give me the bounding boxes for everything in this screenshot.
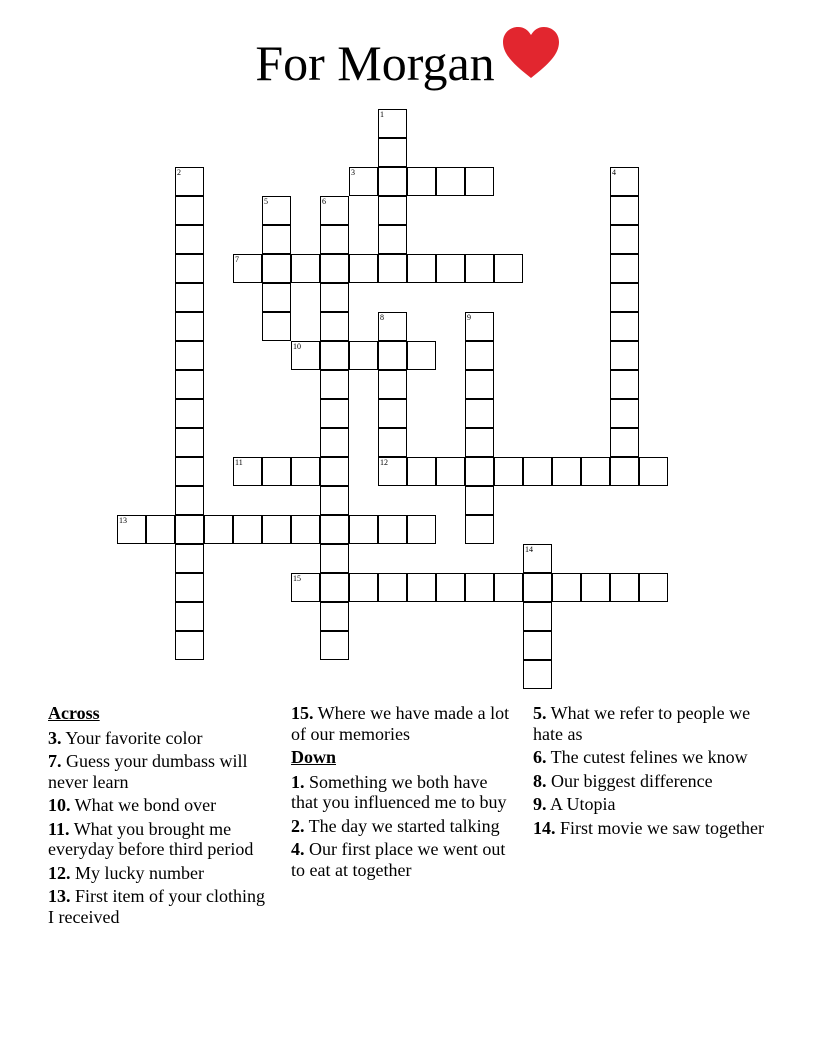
clue-number: 3 bbox=[351, 168, 355, 177]
crossword-cell[interactable] bbox=[262, 196, 291, 225]
crossword-cell[interactable] bbox=[610, 573, 639, 602]
crossword-cell[interactable] bbox=[378, 225, 407, 254]
crossword-cell[interactable] bbox=[639, 457, 668, 486]
clue-down-14: 14. First movie we saw together bbox=[533, 817, 764, 838]
crossword-cell[interactable] bbox=[378, 196, 407, 225]
clue-down-6: 6. The cutest felines we know bbox=[533, 747, 748, 767]
crossword-cell[interactable] bbox=[320, 196, 349, 225]
crossword-cell[interactable] bbox=[175, 457, 204, 486]
crossword-cell[interactable] bbox=[291, 573, 320, 602]
crossword-cell[interactable] bbox=[465, 515, 494, 544]
crossword-cell[interactable] bbox=[465, 370, 494, 399]
crossword-cell[interactable] bbox=[349, 254, 378, 283]
crossword-cell[interactable] bbox=[610, 283, 639, 312]
crossword-cell[interactable] bbox=[610, 370, 639, 399]
crossword-cell[interactable] bbox=[378, 370, 407, 399]
crossword-cell[interactable] bbox=[378, 312, 407, 341]
crossword-cell[interactable] bbox=[581, 573, 610, 602]
crossword-cell[interactable] bbox=[465, 254, 494, 283]
crossword-cell[interactable] bbox=[465, 486, 494, 515]
down-heading: Down bbox=[291, 747, 337, 767]
crossword-cell[interactable] bbox=[465, 167, 494, 196]
title-text: For Morgan bbox=[255, 35, 495, 91]
crossword-cell[interactable] bbox=[291, 341, 320, 370]
clue-number: 5 bbox=[264, 197, 268, 206]
crossword-cell[interactable] bbox=[494, 573, 523, 602]
crossword-cell[interactable] bbox=[262, 515, 291, 544]
crossword-cell[interactable] bbox=[175, 167, 204, 196]
crossword-cell[interactable] bbox=[320, 312, 349, 341]
clue-number: 8 bbox=[380, 313, 384, 322]
crossword-cell[interactable] bbox=[407, 515, 436, 544]
crossword-cell[interactable] bbox=[523, 602, 552, 631]
crossword-cell[interactable] bbox=[465, 399, 494, 428]
crossword-cell[interactable] bbox=[610, 341, 639, 370]
crossword-cell[interactable] bbox=[117, 515, 146, 544]
clue-across-7: 7. Guess your dumbass will never learn bbox=[48, 751, 248, 792]
clue-column-1 bbox=[48, 703, 273, 930]
crossword-cell[interactable] bbox=[291, 254, 320, 283]
clue-across-3: 3. Your favorite color bbox=[48, 727, 203, 748]
crossword-cell[interactable] bbox=[320, 602, 349, 631]
crossword-cell[interactable] bbox=[233, 515, 262, 544]
crossword-cell[interactable] bbox=[175, 486, 204, 515]
crossword-cell[interactable] bbox=[610, 399, 639, 428]
crossword-cell[interactable] bbox=[320, 486, 349, 515]
crossword-cell[interactable] bbox=[639, 573, 668, 602]
crossword-cell[interactable] bbox=[610, 428, 639, 457]
clue-number: 6 bbox=[322, 197, 326, 206]
crossword-cell[interactable] bbox=[320, 457, 349, 486]
crossword-cell[interactable] bbox=[465, 457, 494, 486]
clue-number: 15 bbox=[293, 574, 301, 583]
clue-across-10: 10. What we bond over bbox=[48, 795, 217, 815]
crossword-cell[interactable] bbox=[610, 457, 639, 486]
crossword-cell[interactable] bbox=[610, 254, 639, 283]
clue-number: 9 bbox=[467, 313, 471, 322]
clue-number: 14 bbox=[525, 545, 533, 554]
crossword-cell[interactable] bbox=[320, 515, 349, 544]
crossword-cell[interactable] bbox=[175, 283, 204, 312]
crossword-cell[interactable] bbox=[378, 399, 407, 428]
clue-down-4: 4. Our first place we went out to eat at together bbox=[291, 839, 506, 880]
crossword-cell[interactable] bbox=[320, 399, 349, 428]
crossword-cell[interactable] bbox=[175, 573, 204, 602]
crossword-cell[interactable] bbox=[320, 370, 349, 399]
clue-down-1: 1. Something we both have that you influenced me to buy bbox=[291, 771, 507, 812]
crossword-cell[interactable] bbox=[175, 602, 204, 631]
crossword-cell[interactable] bbox=[175, 399, 204, 428]
crossword-cell[interactable] bbox=[349, 167, 378, 196]
crossword-cell[interactable] bbox=[436, 254, 465, 283]
crossword-cell[interactable] bbox=[494, 457, 523, 486]
crossword-cell[interactable] bbox=[262, 254, 291, 283]
clue-number: 1 bbox=[380, 110, 384, 119]
crossword-cell[interactable] bbox=[233, 254, 262, 283]
crossword-cell[interactable] bbox=[610, 167, 639, 196]
crossword-cell[interactable] bbox=[175, 631, 204, 660]
crossword-cell[interactable] bbox=[378, 254, 407, 283]
crossword-cell[interactable] bbox=[523, 457, 552, 486]
clue-column-3 bbox=[533, 703, 773, 841]
crossword-cell[interactable] bbox=[349, 515, 378, 544]
crossword-cell[interactable] bbox=[610, 225, 639, 254]
clue-column-2 bbox=[291, 703, 517, 883]
crossword-cell[interactable] bbox=[204, 515, 233, 544]
crossword-cell[interactable] bbox=[436, 457, 465, 486]
crossword-cell[interactable] bbox=[465, 428, 494, 457]
crossword-cell[interactable] bbox=[523, 660, 552, 689]
crossword-cell[interactable] bbox=[262, 225, 291, 254]
crossword-cell[interactable] bbox=[523, 544, 552, 573]
crossword-cell[interactable] bbox=[320, 341, 349, 370]
clue-number: 13 bbox=[119, 516, 127, 525]
clue-number: 2 bbox=[177, 168, 181, 177]
crossword-cell[interactable] bbox=[378, 138, 407, 167]
clue-down-5: 5. What we refer to people we hate as bbox=[533, 703, 751, 744]
crossword-cell[interactable] bbox=[407, 167, 436, 196]
crossword-cell[interactable] bbox=[378, 109, 407, 138]
crossword-cell[interactable] bbox=[610, 312, 639, 341]
crossword-cell[interactable] bbox=[552, 457, 581, 486]
crossword-cell[interactable] bbox=[291, 515, 320, 544]
clue-across-13: 13. First item of your clothing I received bbox=[48, 886, 265, 927]
crossword-cell[interactable] bbox=[378, 457, 407, 486]
crossword-cell[interactable] bbox=[320, 225, 349, 254]
crossword-cell[interactable] bbox=[349, 573, 378, 602]
crossword-cell[interactable] bbox=[465, 341, 494, 370]
crossword-cell[interactable] bbox=[320, 283, 349, 312]
crossword-cell[interactable] bbox=[378, 573, 407, 602]
clue-across-15: 15. Where we have made a lot of our memories bbox=[291, 703, 510, 744]
crossword-cell[interactable] bbox=[320, 573, 349, 602]
crossword-cell[interactable] bbox=[320, 428, 349, 457]
crossword-cell[interactable] bbox=[175, 428, 204, 457]
crossword-cell[interactable] bbox=[291, 457, 320, 486]
crossword-cell[interactable] bbox=[552, 573, 581, 602]
clue-number: 12 bbox=[380, 458, 388, 467]
crossword-cell[interactable] bbox=[146, 515, 175, 544]
clue-down-9: 9. A Utopia bbox=[533, 794, 616, 814]
across-heading: Across bbox=[48, 703, 100, 723]
crossword-cell[interactable] bbox=[378, 515, 407, 544]
crossword-cell[interactable] bbox=[320, 631, 349, 660]
crossword-cell[interactable] bbox=[175, 544, 204, 573]
crossword-cell[interactable] bbox=[175, 312, 204, 341]
clue-number: 7 bbox=[235, 255, 239, 264]
crossword-cell[interactable] bbox=[378, 167, 407, 196]
crossword-cell[interactable] bbox=[523, 573, 552, 602]
crossword-cell[interactable] bbox=[407, 573, 436, 602]
crossword-cell[interactable] bbox=[407, 457, 436, 486]
crossword-cell[interactable] bbox=[349, 341, 378, 370]
crossword-cell[interactable] bbox=[407, 341, 436, 370]
clue-number: 10 bbox=[293, 342, 301, 351]
crossword-cell[interactable] bbox=[175, 225, 204, 254]
crossword-cell[interactable] bbox=[465, 573, 494, 602]
crossword-cell[interactable] bbox=[262, 283, 291, 312]
crossword-cell[interactable] bbox=[175, 341, 204, 370]
crossword-cell[interactable] bbox=[494, 254, 523, 283]
clue-down-8: 8. Our biggest difference bbox=[533, 770, 713, 791]
crossword-cell[interactable] bbox=[465, 312, 494, 341]
crossword-cell[interactable] bbox=[233, 457, 262, 486]
crossword-cell[interactable] bbox=[262, 457, 291, 486]
crossword-cell[interactable] bbox=[175, 370, 204, 399]
crossword-cell[interactable] bbox=[320, 544, 349, 573]
clue-number: 11 bbox=[235, 458, 243, 467]
crossword-cell[interactable] bbox=[262, 312, 291, 341]
clue-across-11: 11. What you brought me everyday before third period bbox=[48, 818, 254, 859]
clue-across-12: 12. My lucky number bbox=[48, 862, 204, 883]
crossword-cell[interactable] bbox=[436, 573, 465, 602]
clue-down-2: 2. The day we started talking bbox=[291, 815, 500, 836]
crossword-cell[interactable] bbox=[378, 341, 407, 370]
crossword-cell[interactable] bbox=[175, 196, 204, 225]
crossword-cell[interactable] bbox=[436, 167, 465, 196]
crossword-cell[interactable] bbox=[523, 631, 552, 660]
clue-number: 4 bbox=[612, 168, 616, 177]
crossword-cell[interactable] bbox=[407, 254, 436, 283]
crossword-cell[interactable] bbox=[581, 457, 610, 486]
crossword-cell[interactable] bbox=[320, 254, 349, 283]
crossword-cell[interactable] bbox=[175, 515, 204, 544]
crossword-cell[interactable] bbox=[610, 196, 639, 225]
crossword-cell[interactable] bbox=[378, 428, 407, 457]
crossword-cell[interactable] bbox=[175, 254, 204, 283]
